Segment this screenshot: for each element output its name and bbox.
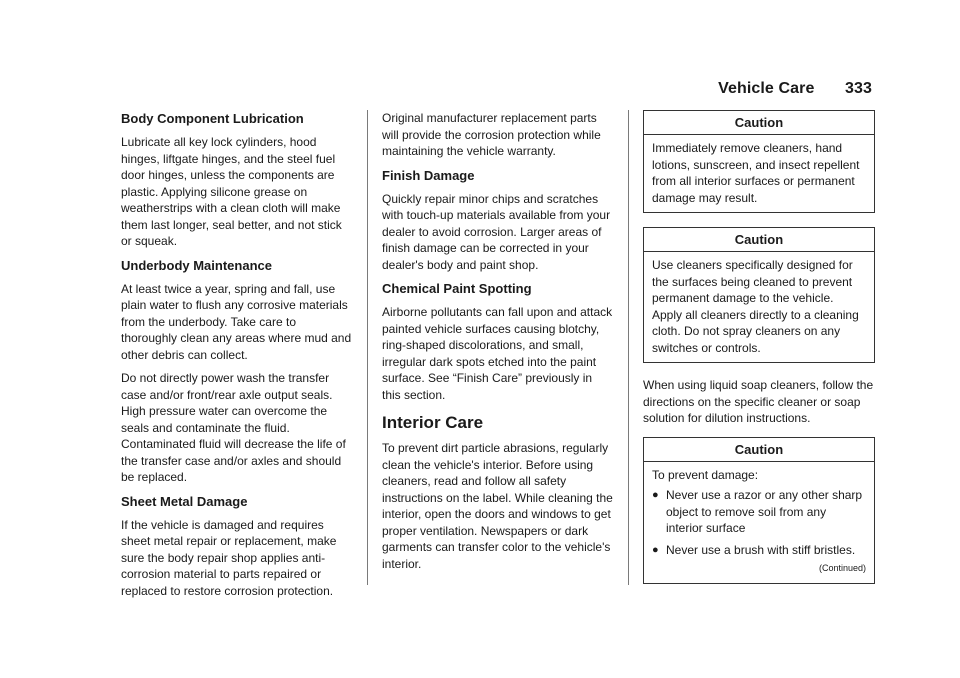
- continued-label: (Continued): [818, 563, 866, 573]
- paragraph: Airborne pollutants can fall upon and attack painted vehicle surfaces causing blotchy, ring-shaped discolorations, and small, irregular dark spots etched into the paint surface. See “Finish Care” previously in this section.: [382, 305, 613, 402]
- list-item-text: Never use a razor or any other sharp object to remove soil from any interior surface: [666, 488, 863, 535]
- paragraph: Lubricate all key lock cylinders, hood hinges, liftgate hinges, and the steel fuel door hinges, unless the components are plastic. Applying silicone grease on weatherstrips with a clean cloth will make them last longer, seal better, and not stick or squeak.: [121, 135, 342, 248]
- caution-box: [643, 227, 875, 363]
- paragraph: At least twice a year, spring and fall, use plain water to flush any corrosive materials from the underbody. Take care to thoroughly clean any areas where mud and other debris can collect.: [121, 281, 352, 362]
- paragraph: If the vehicle is damaged and requires sheet metal repair or replacement, make sure the body repair shop applies anti-corrosion material to parts repaired or replaced to restore corrosion protection.: [121, 517, 337, 598]
- list-item: [652, 542, 866, 559]
- paragraph: Do not directly power wash the transfer case and/or front/rear axle output seals. High pressure water can overcome the seals and contaminate the fluid. Contaminated fluid will decrease the life of the transfer case and/or axles and should be replaced.: [121, 371, 346, 484]
- caution-body: [644, 462, 874, 583]
- caution-box: [643, 110, 875, 213]
- heading-chemical-paint-spotting: Chemical Paint Spotting: [382, 281, 532, 296]
- paragraph: Original manufacturer replacement parts will provide the corrosion protection while maintaining the vehicle warranty.: [382, 111, 601, 158]
- paragraph: Quickly repair minor chips and scratches with touch-up materials available from your dealer to avoid corrosion. Larger areas of finish damage can be corrected in your dealer's body and paint shop.: [382, 191, 611, 272]
- caution-title: Caution: [644, 228, 874, 252]
- caution-intro: To prevent damage:: [652, 467, 759, 482]
- list-item: [652, 487, 866, 537]
- column-2: [382, 110, 614, 579]
- column-divider: [367, 110, 368, 585]
- heading-interior-care: Interior Care: [382, 413, 484, 432]
- caution-body: Use cleaners specifically designed for the surfaces being cleaned to prevent permanent damage to the vehicle. Apply all cleaners directly to a cleaning cloth. Do not spray cleaners on any switches or controls.: [652, 258, 859, 355]
- heading-sheet-metal-damage: Sheet Metal Damage: [121, 493, 248, 509]
- bullet-icon: ●: [652, 489, 659, 501]
- caution-body: Immediately remove cleaners, hand lotions, sunscreen, and insect repellent from all interior surfaces or permanent damage may result.: [652, 141, 860, 205]
- caution-list: [652, 487, 866, 558]
- column-3: [643, 110, 875, 598]
- paragraph: To prevent dirt particle abrasions, regularly clean the vehicle's interior. Before using cleaners, read and follow all safety instructions on the label. While cleaning the interior, open the doors and windows to get proper ventilation. Newspapers or dark garments can transfer color to the vehicle's interior.: [382, 441, 613, 571]
- column-divider: [628, 110, 629, 585]
- caution-title: Caution: [644, 438, 874, 462]
- heading-body-component-lubrication: Body Component Lubrication: [121, 111, 304, 126]
- caution-title: Caution: [644, 111, 874, 135]
- page-header: [718, 80, 872, 98]
- heading-underbody-maintenance: Underbody Maintenance: [121, 257, 272, 273]
- paragraph: When using liquid soap cleaners, follow the directions on the specific cleaner or soap solution for dilution instructions.: [643, 378, 874, 425]
- page-number: 333: [845, 80, 872, 97]
- bullet-icon: ●: [652, 543, 659, 556]
- caution-box: [643, 437, 875, 584]
- list-item-text: Never use a brush with stiff bristles.: [666, 542, 856, 557]
- section-title: Vehicle Care: [718, 80, 815, 97]
- column-1: [121, 110, 353, 606]
- heading-finish-damage: Finish Damage: [382, 167, 475, 183]
